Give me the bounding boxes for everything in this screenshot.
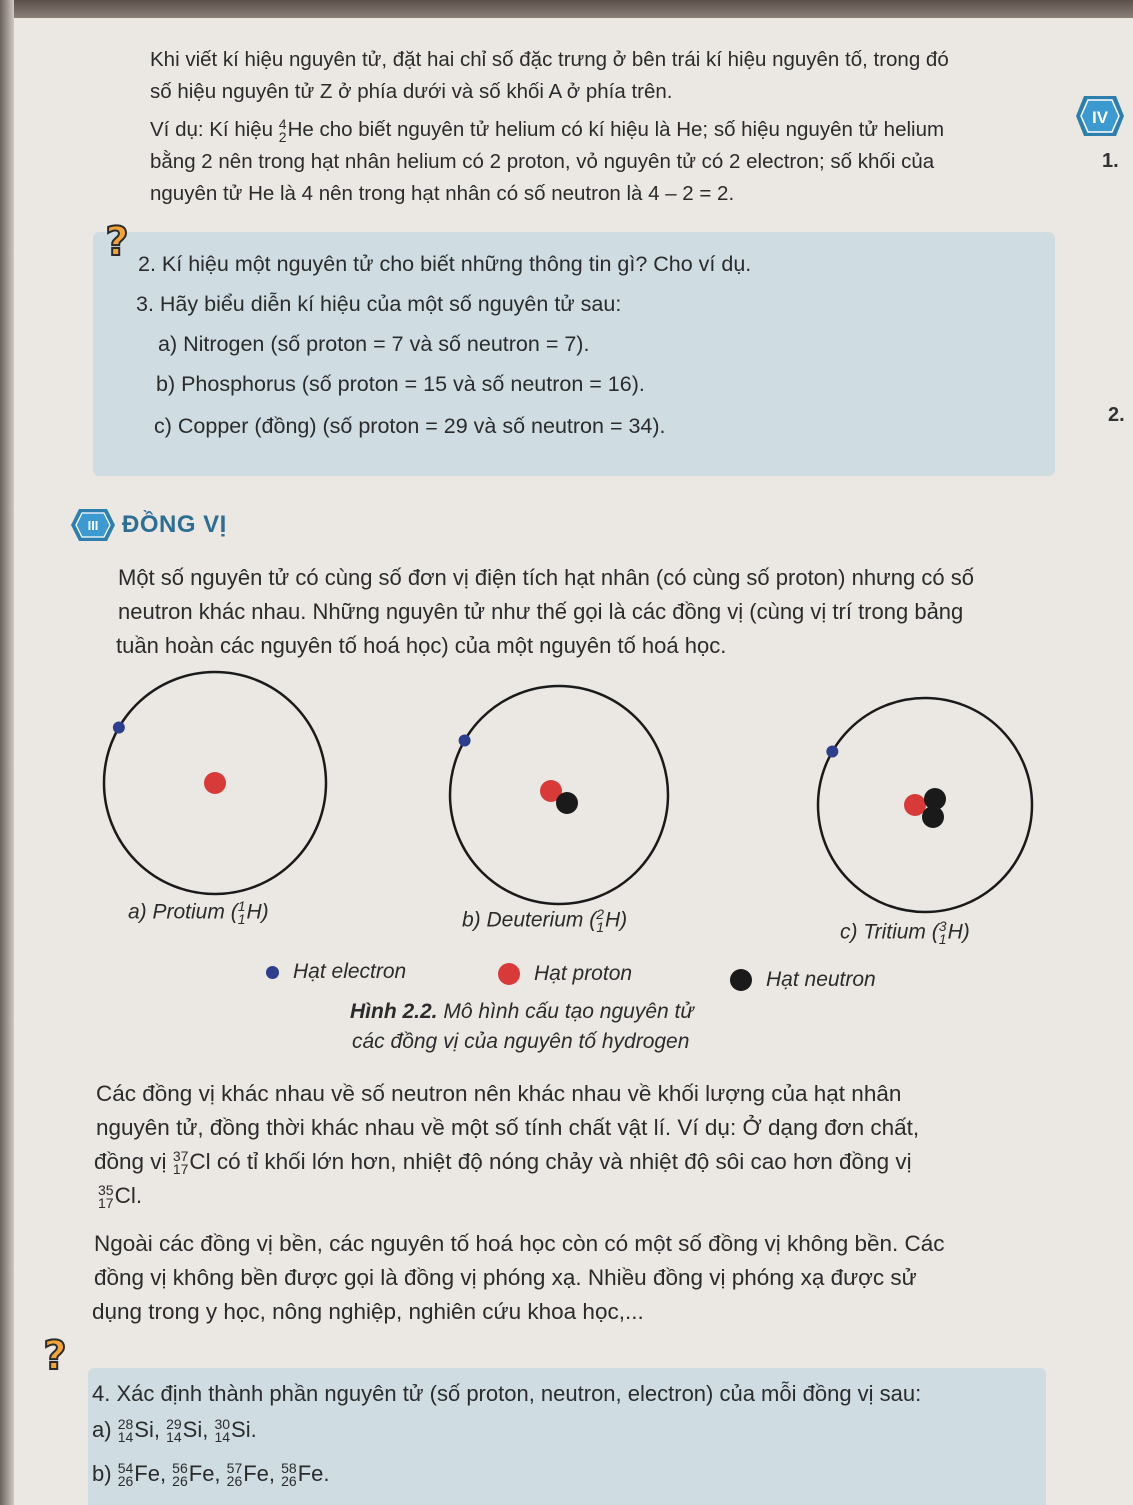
legend-proton <box>498 962 632 986</box>
iron-isotope <box>226 1460 282 1490</box>
protium-number: 1 <box>237 911 246 927</box>
silicon-isotope-symbol: Si, <box>182 1417 215 1442</box>
page-top-edge <box>0 0 1133 18</box>
side-number-2: 2. <box>1108 404 1125 426</box>
silicon-isotope-mass: 30 <box>214 1416 231 1433</box>
deuterium-mass: 2 <box>596 906 604 922</box>
electron-particle <box>459 735 471 747</box>
question-4a <box>92 1414 257 1446</box>
silicon-isotope-indices <box>214 1418 230 1444</box>
protium-label-pre: a) Protium ( <box>128 900 238 924</box>
protium-model <box>100 668 330 898</box>
iron-isotope-indices <box>172 1462 188 1488</box>
iron-isotope-symbol: Fe, <box>188 1461 227 1486</box>
iron-isotope-symbol: Fe, <box>134 1461 173 1486</box>
page-left-edge <box>0 0 14 1505</box>
question-icon: ? <box>105 219 129 265</box>
figure-caption-text-1: Mô hình cấu tạo nguyên tử <box>437 1000 694 1023</box>
question-3c: c) Copper (đồng) (số proton = 29 và số neutron = 34). <box>154 414 666 438</box>
paragraph-1-line-4-post: Cl. <box>114 1183 143 1208</box>
figure-caption-line-1 <box>350 998 694 1026</box>
iron-isotope-number: 26 <box>117 1473 134 1490</box>
iron-isotope <box>172 1460 227 1490</box>
cl37-indices <box>173 1150 189 1176</box>
question-4b <box>92 1458 330 1490</box>
tritium-indices <box>939 920 947 946</box>
silicon-isotope-number: 14 <box>166 1429 182 1446</box>
electron-particle <box>826 746 838 758</box>
neutron-dot-icon <box>730 969 752 991</box>
cl35-indices <box>98 1184 114 1210</box>
neutron-particle <box>922 806 944 828</box>
tritium-label <box>840 920 970 946</box>
example-line-1 <box>150 114 944 146</box>
iron-isotope-mass: 58 <box>281 1460 297 1477</box>
example-line-2: bằng 2 nên trong hạt nhân helium có 2 proton, vỏ nguyên tử có 2 electron; số khối của <box>150 150 935 173</box>
tritium-symbol: H <box>947 920 963 944</box>
helium-number: 2 <box>278 128 287 145</box>
paragraph-2-line-2: đồng vị không bền được gọi là đồng vị phóng xạ. Nhiều đồng vị phóng xạ được sử <box>94 1265 917 1290</box>
tritium-mass: 3 <box>938 918 947 934</box>
svg-text:III: III <box>87 518 99 533</box>
protium-symbol: H <box>246 900 262 924</box>
question-icon-2: ? <box>43 1333 67 1379</box>
neutron-particle <box>556 792 578 814</box>
question-4a-label: a) <box>92 1417 118 1442</box>
question-4: 4. Xác định thành phần nguyên tử (số proton, neutron, electron) của mỗi đồng vị sau: <box>92 1381 922 1406</box>
figure-caption-line-2: các đồng vị của nguyên tố hydrogen <box>352 1030 690 1053</box>
iron-isotope-indices <box>227 1462 243 1488</box>
deuterium-model <box>446 682 672 908</box>
section-title: ĐỒNG VỊ <box>122 511 227 538</box>
proton-particle <box>204 772 226 794</box>
paragraph-1-line-2: nguyên tử, đồng thời khác nhau về một số tính chất vật lí. Ví dụ: Ở dạng đơn chất, <box>96 1115 920 1140</box>
section-iv-badge <box>1074 94 1126 138</box>
silicon-isotope-symbol: Si, <box>134 1417 167 1442</box>
question-4b-label: b) <box>92 1461 118 1486</box>
protium-mass: 1 <box>237 898 246 914</box>
helium-mass: 4 <box>278 115 287 132</box>
example-line-3: nguyên tử He là 4 nên trong hạt nhân có số neutron là 4 – 2 = 2. <box>150 182 735 205</box>
svg-text:IV: IV <box>1091 108 1109 127</box>
silicon-isotope-number: 14 <box>117 1429 134 1446</box>
question-2: 2. Kí hiệu một nguyên tử cho biết những thông tin gì? Cho ví dụ. <box>138 252 752 276</box>
example-suffix: He cho biết nguyên tử helium có kí hiệu là He; số hiệu nguyên tử helium <box>287 118 945 141</box>
protium-indices <box>238 900 246 926</box>
cl37-number: 17 <box>172 1161 189 1178</box>
deuterium-indices <box>596 908 604 934</box>
paragraph-1-line-3-post: Cl có tỉ khối lớn hơn, nhiệt độ nóng chảy và nhiệt độ sôi cao hơn đồng vị <box>189 1149 912 1174</box>
iron-isotope-number: 26 <box>172 1473 188 1490</box>
legend-electron-label: Hạt electron <box>293 960 407 983</box>
intro-line-1: Khi viết kí hiệu nguyên tử, đặt hai chỉ số đặc trưng ở bên trái kí hiệu nguyên tố, trong đó <box>150 48 949 71</box>
definition-line-3: tuần hoàn các nguyên tố hoá học) của một nguyên tố hoá học. <box>116 633 727 658</box>
side-number-1: 1. <box>1102 150 1119 172</box>
silicon-isotope-mass: 28 <box>117 1416 134 1433</box>
intro-line-2: số hiệu nguyên tử Z ở phía dưới và số khối A ở phía trên. <box>150 80 673 103</box>
deuterium-symbol: H <box>605 908 621 932</box>
tritium-model <box>814 694 1036 916</box>
figure-number: Hình 2.2. <box>350 1000 438 1023</box>
tritium-label-pre: c) Tritium ( <box>840 920 939 944</box>
silicon-isotope-number: 14 <box>214 1429 231 1446</box>
tritium-label-post: ) <box>962 920 970 944</box>
deuterium-number: 1 <box>596 919 604 935</box>
cl35-mass: 35 <box>98 1182 114 1199</box>
electron-dot-icon <box>266 966 279 979</box>
iron-isotope-indices <box>281 1462 297 1488</box>
legend-neutron <box>730 968 876 992</box>
paragraph-1-line-1: Các đồng vị khác nhau về số neutron nên khác nhau về khối lượng của hạt nhân <box>96 1081 902 1106</box>
cl35-number: 17 <box>98 1195 114 1212</box>
section-iii-badge <box>70 508 116 542</box>
silicon-isotope <box>214 1416 257 1446</box>
protium-label-post: ) <box>261 900 269 924</box>
iron-isotope-mass: 54 <box>117 1460 134 1477</box>
legend-proton-label: Hạt proton <box>534 962 633 985</box>
paragraph-1-line-3 <box>94 1146 912 1178</box>
iron-isotope-number: 26 <box>226 1473 243 1490</box>
iron-isotope-number: 26 <box>281 1473 297 1490</box>
cl37-mass: 37 <box>172 1148 189 1165</box>
question-3: 3. Hãy biểu diễn kí hiệu của một số nguyên tử sau: <box>136 292 622 316</box>
silicon-isotope <box>166 1416 215 1446</box>
iron-isotope <box>281 1460 330 1490</box>
iron-isotope-indices <box>118 1462 134 1488</box>
tritium-number: 1 <box>938 931 947 947</box>
iron-isotope <box>117 1460 173 1490</box>
definition-line-1: Một số nguyên tử có cùng số đơn vị điện tích hạt nhân (có cùng số proton) nhưng có số <box>118 565 974 590</box>
paragraph-1-line-4 <box>98 1180 142 1212</box>
deuterium-label <box>462 908 627 934</box>
iron-isotope-symbol: Fe, <box>243 1461 282 1486</box>
question-3a: a) Nitrogen (số proton = 7 và số neutron = 7). <box>158 332 590 356</box>
proton-dot-icon <box>498 963 520 985</box>
paragraph-1-line-3-pre: đồng vị <box>94 1149 173 1174</box>
legend-neutron-label: Hạt neutron <box>766 968 876 991</box>
silicon-isotope-mass: 29 <box>166 1416 182 1433</box>
silicon-isotope <box>117 1416 167 1446</box>
iron-isotope-symbol: Fe. <box>297 1461 330 1486</box>
definition-line-2: neutron khác nhau. Những nguyên tử như thế gọi là các đồng vị (cùng vị trí trong bảng <box>118 599 964 624</box>
iron-isotope-mass: 57 <box>226 1460 243 1477</box>
silicon-isotope-indices <box>118 1418 134 1444</box>
helium-indices <box>278 115 287 145</box>
question-3b: b) Phosphorus (số proton = 15 và số neutron = 16). <box>156 372 645 396</box>
protium-label <box>128 900 269 926</box>
silicon-isotope-indices <box>166 1418 182 1444</box>
silicon-isotope-symbol: Si. <box>231 1417 257 1442</box>
paragraph-2-line-1: Ngoài các đồng vị bền, các nguyên tố hoá học còn có một số đồng vị không bền. Các <box>94 1231 945 1256</box>
proton-particle <box>904 794 926 816</box>
paragraph-2-line-3: dụng trong y học, nông nghiệp, nghiên cứu khoa học,... <box>92 1299 644 1324</box>
iron-isotope-mass: 56 <box>172 1460 188 1477</box>
example-prefix: Ví dụ: Kí hiệu <box>150 118 279 141</box>
deuterium-label-pre: b) Deuterium ( <box>462 908 597 932</box>
deuterium-label-post: ) <box>620 908 628 932</box>
electron-particle <box>113 722 125 734</box>
legend-electron <box>266 960 406 984</box>
